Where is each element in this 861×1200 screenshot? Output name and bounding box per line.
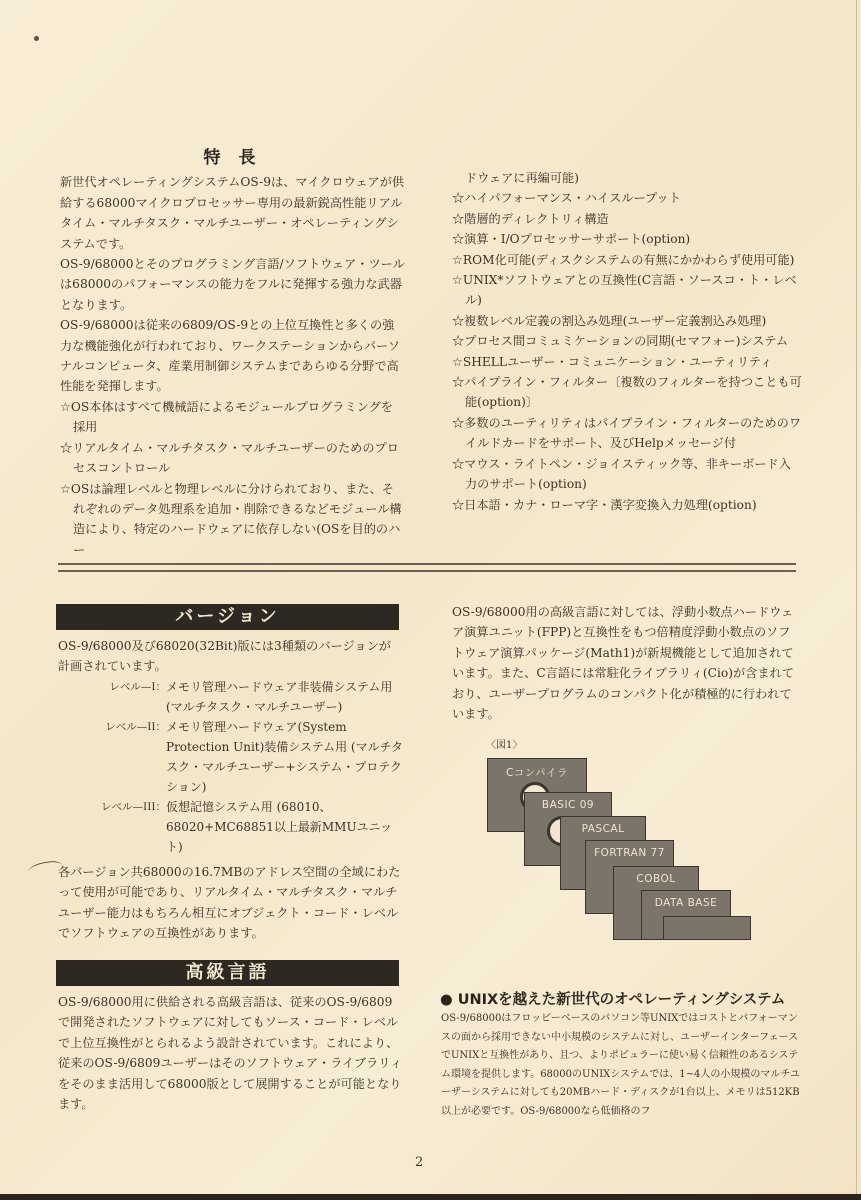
level-label: レベル—II： bbox=[105, 720, 166, 733]
feature-bullet: ☆OSは論理レベルと物理レベルに分けられており、また、それぞれのデータ処理系を追加・削除できるなどモジュール構造により、特定のハードウェアに依存しない(OSを目的のハー bbox=[60, 481, 402, 557]
divider-rule bbox=[58, 563, 796, 565]
feature-continuation: ドウェアに再編可能) bbox=[465, 171, 579, 185]
level-text: メモリ管理ハードウェア非装備システム用(マルチタスク・マルチユーザー) bbox=[166, 679, 393, 714]
feature-bullet: ☆ROM化可能(ディスクシステムの有無にかかわらず使用可能) bbox=[452, 252, 795, 267]
disk-pascal: PASCAL bbox=[560, 816, 646, 890]
disk-database: DATA BASE bbox=[641, 890, 731, 940]
languages-body: OS-9/68000用に供給される高級言語は、従来のOS-9/6809で開発されたソフトウェアに対してもソース・コード・レベルで上位互換性がとられるよう設計されています。これにより、従来のOS-9/6809ユーザーはそのソフトウェア・ライブラリィをそのまま活用して68000版として展開することが可能となります。 bbox=[58, 995, 403, 1112]
disk-blank bbox=[663, 916, 751, 940]
unix-heading: ● UNIXを越えた新世代のオペレーティングシステム bbox=[440, 992, 786, 1008]
feature-bullet: ☆演算・I/Oプロセッサーサポート(option) bbox=[452, 232, 691, 247]
languages-right-section bbox=[452, 602, 800, 724]
version-level bbox=[58, 677, 403, 717]
versions-closing bbox=[58, 862, 403, 944]
features-heading: 特 長 bbox=[203, 148, 262, 168]
level-label: レベル—III： bbox=[101, 800, 166, 813]
feature-bullet: ☆複数レベル定義の割込み処理(ユーザー定義割込み処理) bbox=[452, 313, 767, 328]
versions-banner: バージョン bbox=[56, 604, 399, 630]
level-text: 仮想記憶システム用 (68010、68020+MC68851以上最新MMUユニット) bbox=[166, 799, 393, 854]
versions-intro: OS-9/68000及び68020(32Bit)版には3種類のバージョンが計画されています。 bbox=[58, 639, 391, 674]
feature-bullet: ☆UNIX*ソフトウェアとの互換性(C言語・ソースコ・ト・レベル) bbox=[452, 273, 797, 308]
level-label: レベル—I： bbox=[109, 680, 166, 693]
feature-bullet: ☆ハイパフォーマンス・ハイスループット bbox=[452, 191, 681, 206]
version-level bbox=[58, 717, 403, 797]
languages-banner: 高級言語 bbox=[56, 960, 399, 986]
feature-bullet: ☆プロセス間コミュミケーションの同期(セマフォー)システム bbox=[452, 334, 789, 349]
features-paragraph: OS-9/68000とそのプログラミング言語/ソフトウェア・ツールは68000のパフォーマンスの能力をフルに発揮する強力な武器となります。 bbox=[60, 257, 405, 312]
unix-body: OS-9/68000はフロッピーベースのパソコン等UNIXではコストとパフォーマンスの面から採用できない中小規模のシステムに対し、ユーザーインターフェースでUNIXと互換性があり、且つ、よりポピュラーに使い易く信頼性のあるシステム環境を提供します。68000のUNIXシステムでは、1~4人の小規模のマルチユーザーシステムに対しても20MBハード・ディスクが1台以上、メモリは512KB以上が必要です。OS-9/68000なら低価格のフ bbox=[441, 1013, 800, 1117]
versions-closing-text: 各バージョン共68000の16.7MBのアドレス空間の全域にわたって使用が可能であり、リアルタイム・マルチタスク・マルチユーザー能力はもちろん相互にオブジェクト・コード・レベルでソフトウェアの互換性があります。 bbox=[58, 865, 401, 941]
versions-section bbox=[58, 636, 403, 857]
feature-bullet: ☆日本語・カナ・ローマ字・漢字変換入力処理(option) bbox=[452, 497, 757, 512]
disk-cobol: COBOL bbox=[613, 866, 699, 940]
feature-bullet: ☆パイプライン・フィルター〔複数のフィルターを持つことも可能(option)〕 bbox=[452, 375, 802, 410]
languages-section bbox=[58, 992, 403, 1114]
unix-section bbox=[441, 1010, 801, 1121]
disk-basic09: BASIC 09 bbox=[524, 792, 612, 866]
features-left-column bbox=[60, 148, 405, 560]
level-text: メモリ管理ハードウェア(System Protection Unit)装備システム用 (マルチタスク・マルチユーザー+システム・プロテクション) bbox=[166, 719, 403, 794]
feature-bullet: ☆OS本体はすべて機械語によるモジュールプログラミングを採用 bbox=[60, 399, 393, 435]
features-paragraph: 新世代オペレーティングシステムOS-9は、マイクロウェアが供給する68000マイクロプロセッサー専用の最新鋭高性能リアルタイム・マルチタスク・マルチユーザー・オペレーティングシステムです。 bbox=[60, 175, 405, 251]
features-right-column bbox=[452, 168, 802, 515]
figure-caption: 〈図1〉 bbox=[486, 740, 523, 751]
version-level bbox=[58, 797, 403, 857]
feature-bullet: ☆マウス・ライトペン・ジョイスティック等、非キーボード入力のサポート(option) bbox=[452, 456, 791, 492]
scan-bottom-edge bbox=[0, 1194, 861, 1200]
page-number: 2 bbox=[415, 1155, 424, 1170]
disk-c-compiler: Cコンパイラ bbox=[487, 758, 587, 832]
feature-bullet: ☆多数のユーティリティはパイプライン・フィルターのためのワイルドカードをサポート、及びHelpメッセージ付 bbox=[452, 415, 802, 451]
feature-bullet: ☆リアルタイム・マルチタスク・マルチユーザーのためのプロセスコントロール bbox=[60, 440, 399, 476]
ink-speck bbox=[34, 36, 39, 41]
languages-right-body: OS-9/68000用の高級言語に対しては、浮動小数点ハードウェア演算ユニット(FPP)と互換性をもつ倍精度浮動小数点のソフトウェア演算パッケージ(Math1)が新規機能として追加されています。また、C言語には常駐化ライブラリィ(Cio)が含まれており、ユーザープログラムのコンパクト化が積極的に行われています。 bbox=[452, 605, 794, 722]
divider-rule bbox=[58, 570, 796, 572]
feature-bullet: ☆SHELLユーザー・コミュニケーション・ユーティリティ bbox=[452, 354, 773, 369]
features-paragraph: OS-9/68000は従来の6809/OS-9との上位互換性と多くの強力な機能強化が行われており、ワークステーションからパーソナルコンピュータ、産業用制御システムまであらゆる分野で高性能を発揮します。 bbox=[60, 318, 400, 394]
disk-fortran77: FORTRAN 77 bbox=[585, 840, 674, 914]
feature-bullet: ☆階層的ディレクトリィ構造 bbox=[452, 211, 609, 226]
page-edge bbox=[856, 0, 857, 1200]
